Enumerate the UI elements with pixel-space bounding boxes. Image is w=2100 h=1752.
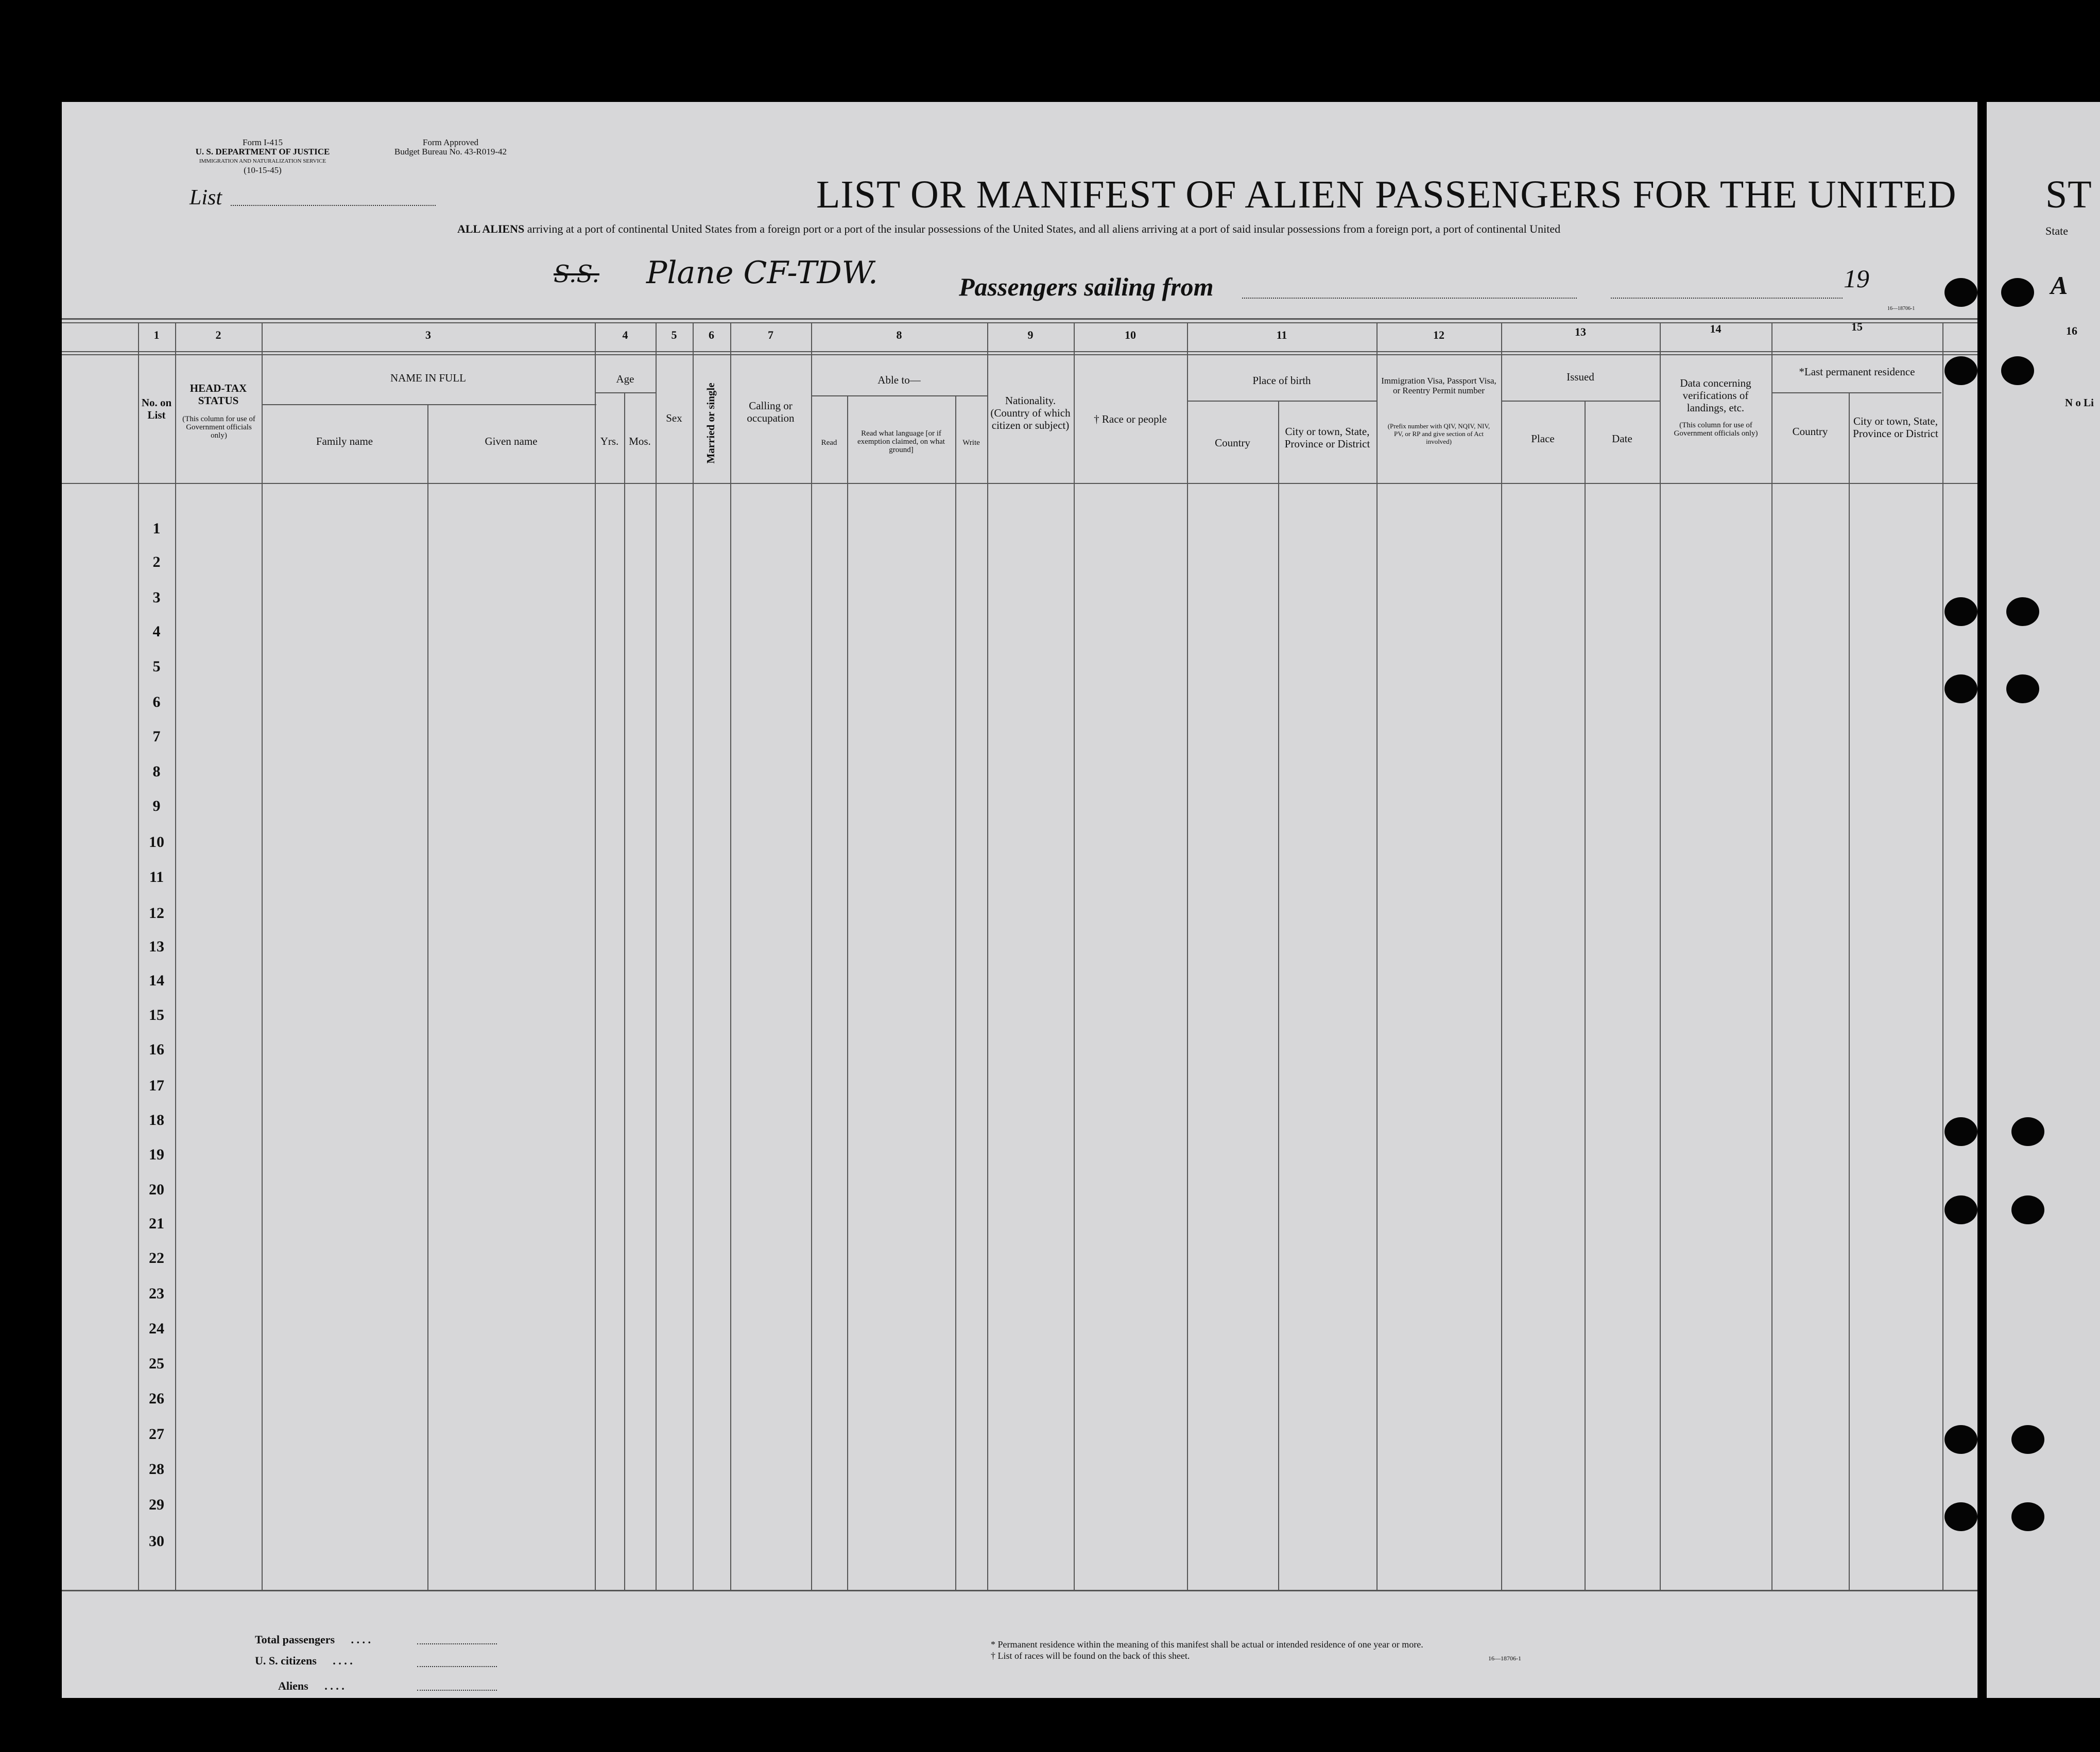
vline-13b bbox=[1585, 401, 1586, 1591]
vline-5 bbox=[656, 322, 657, 1591]
head-birth-city: City or town, State, Province or District bbox=[1284, 425, 1370, 450]
head-age-mos: Mos. bbox=[629, 435, 651, 447]
footnote-races: † List of races will be found on the back of this sheet. bbox=[991, 1651, 1190, 1661]
next-page-title-fragment: ST bbox=[2045, 173, 2092, 216]
head-verifications: Data concerning verifications of landings, etc. bbox=[1680, 377, 1751, 414]
vline-9 bbox=[987, 322, 988, 1591]
form-number: Form I-415 bbox=[243, 137, 283, 147]
head-calling: Calling or occupation bbox=[747, 400, 795, 424]
vline-11 bbox=[1187, 322, 1188, 1591]
list-label: List bbox=[190, 186, 222, 210]
colnum-13: 13 bbox=[1575, 325, 1586, 338]
row-number: 10 bbox=[149, 834, 164, 851]
head-head-tax: HEAD-TAX STATUS bbox=[190, 382, 247, 407]
vline-8b bbox=[847, 395, 848, 1591]
next-page-edge bbox=[1987, 102, 2100, 1698]
head-family-name: Family name bbox=[316, 435, 373, 447]
head-no-on-list: No. on List bbox=[141, 396, 172, 421]
head-visa: Immigration Visa, Passport Visa, or Reentry Permit number bbox=[1381, 376, 1496, 395]
row-number: 14 bbox=[149, 972, 164, 989]
row-number: 5 bbox=[152, 658, 161, 675]
row-number: 8 bbox=[152, 763, 161, 780]
head-head-tax-note: (This column for use of Government officials only) bbox=[182, 415, 255, 440]
row-number: 6 bbox=[152, 693, 161, 710]
footer-total-label: Total passengers bbox=[255, 1633, 335, 1646]
head-place-of-birth: Place of birth bbox=[1252, 374, 1311, 387]
colnum-4: 4 bbox=[622, 328, 628, 341]
budget-number: Budget Bureau No. 43-R019-42 bbox=[394, 147, 507, 157]
punch-hole bbox=[1944, 356, 1977, 385]
head-age: Age bbox=[616, 373, 634, 385]
vline-7 bbox=[730, 322, 731, 1591]
vline-1 bbox=[138, 322, 139, 1591]
row-number: 12 bbox=[149, 905, 164, 922]
row-number: 2 bbox=[152, 553, 161, 570]
sailing-date-blank[interactable] bbox=[1611, 298, 1843, 299]
form-header bbox=[175, 138, 350, 175]
row-number: 13 bbox=[149, 938, 164, 955]
sailing-label: Passengers sailing from bbox=[959, 272, 1214, 301]
row-number: 1 bbox=[152, 520, 161, 537]
vline-8c bbox=[955, 395, 956, 1591]
budget-block bbox=[376, 138, 525, 157]
us-citizens-blank[interactable] bbox=[417, 1666, 497, 1667]
head-given-name: Given name bbox=[485, 435, 538, 447]
vline-3b bbox=[427, 404, 428, 1591]
vline-6 bbox=[693, 322, 694, 1591]
vline-4b bbox=[624, 392, 625, 1591]
head-verifications-note: (This column for use of Government officials only) bbox=[1674, 421, 1758, 438]
issued-subline bbox=[1501, 401, 1660, 402]
row-number: 4 bbox=[152, 623, 161, 640]
punch-hole bbox=[2011, 1195, 2044, 1224]
head-residence-country: Country bbox=[1792, 425, 1828, 438]
punch-hole bbox=[2006, 674, 2039, 703]
punch-hole bbox=[2006, 597, 2039, 626]
row-number: 25 bbox=[149, 1355, 164, 1372]
footer-dots: . . . . bbox=[333, 1654, 353, 1667]
head-age-yrs: Yrs. bbox=[600, 435, 619, 447]
head-last-residence: *Last permanent residence bbox=[1799, 366, 1915, 378]
list-blank[interactable] bbox=[231, 205, 436, 206]
colnum-11: 11 bbox=[1276, 328, 1287, 341]
table-top-line bbox=[62, 318, 1977, 320]
colnum-14: 14 bbox=[1710, 322, 1722, 335]
next-page-vessel-fragment: A bbox=[2051, 271, 2068, 300]
row-number: 16 bbox=[149, 1041, 164, 1058]
head-residence-city: City or town, State, Province or District bbox=[1853, 415, 1938, 440]
colnum-line-2 bbox=[62, 354, 1977, 355]
row-number: 3 bbox=[152, 589, 161, 606]
service: IMMIGRATION AND NATURALIZATION SERVICE bbox=[199, 158, 326, 164]
head-issued-date: Date bbox=[1612, 432, 1632, 445]
colnum-line bbox=[62, 351, 1977, 352]
punch-hole bbox=[2001, 356, 2034, 385]
row-number: 23 bbox=[149, 1285, 164, 1302]
head-name-in-full: NAME IN FULL bbox=[390, 372, 466, 384]
colnum-1: 1 bbox=[153, 328, 160, 341]
head-read-language: Read what language [or if exemption claimed, on what ground] bbox=[857, 429, 945, 454]
head-issued-place: Place bbox=[1531, 432, 1555, 445]
row-number: 9 bbox=[152, 797, 161, 814]
punch-hole bbox=[1944, 278, 1977, 307]
total-passengers-blank[interactable] bbox=[417, 1643, 497, 1644]
footer-dots: . . . . bbox=[351, 1633, 371, 1646]
row-number: 15 bbox=[149, 1007, 164, 1024]
punch-hole bbox=[2011, 1117, 2044, 1146]
row-number: 18 bbox=[149, 1112, 164, 1129]
colnum-7: 7 bbox=[768, 328, 773, 341]
colnum-8: 8 bbox=[896, 328, 902, 341]
vline-4 bbox=[595, 322, 596, 1591]
footer-total bbox=[255, 1633, 371, 1646]
vline-14 bbox=[1660, 322, 1661, 1591]
punch-hole bbox=[1944, 1425, 1977, 1454]
vline-8 bbox=[811, 322, 812, 1591]
colnum-9: 9 bbox=[1027, 328, 1034, 341]
punch-hole bbox=[1944, 1195, 1977, 1224]
head-able-to: Able to— bbox=[877, 374, 921, 386]
form-date: (10-15-45) bbox=[244, 165, 282, 175]
row-number: 21 bbox=[149, 1215, 164, 1232]
table-bottom-line bbox=[62, 1590, 1977, 1591]
row-number: 28 bbox=[149, 1461, 164, 1478]
footnote-residence: * Permanent residence within the meaning of this manifest shall be actual or intended residence of one year or more. bbox=[991, 1639, 1423, 1650]
next-page-subtitle-fragment: State bbox=[2045, 224, 2068, 237]
next-page-column-fragment: 16 bbox=[2066, 324, 2077, 337]
able-subline bbox=[811, 395, 987, 396]
subtitle: arriving at a port of continental United States from a foreign port or a port of the insular possessions of the United States, and all aliens arriving at a port of said insular possessions from a foreign port, a port of continental United bbox=[527, 222, 1561, 235]
row-number: 17 bbox=[149, 1077, 164, 1094]
department: U. S. DEPARTMENT OF JUSTICE bbox=[195, 147, 330, 157]
punch-hole bbox=[1944, 674, 1977, 703]
head-nationality: Nationality. (Country of which citizen or subject) bbox=[990, 394, 1071, 431]
footer-us-label: U. S. citizens bbox=[255, 1654, 317, 1667]
vline-15b bbox=[1849, 392, 1850, 1591]
head-visa-note: (Prefix number with QIV, NQIV, NIV, PV, or RP and give section of Act involved) bbox=[1387, 422, 1490, 445]
print-code-bottom: 16—18706-1 bbox=[1488, 1655, 1521, 1662]
head-birth-country: Country bbox=[1215, 437, 1250, 449]
punch-hole bbox=[1944, 597, 1977, 626]
row-number: 24 bbox=[149, 1320, 164, 1337]
vline-11b bbox=[1278, 401, 1279, 1591]
row-number: 30 bbox=[149, 1533, 164, 1550]
punch-hole bbox=[1944, 1117, 1977, 1146]
colnum-6: 6 bbox=[709, 328, 714, 341]
vline-10 bbox=[1074, 322, 1075, 1591]
punch-hole bbox=[2011, 1502, 2044, 1531]
residence-subline bbox=[1771, 392, 1941, 393]
row-number: 22 bbox=[149, 1250, 164, 1267]
punch-hole bbox=[1944, 1502, 1977, 1531]
vline-15 bbox=[1771, 322, 1772, 1591]
vline-3 bbox=[262, 322, 263, 1591]
footer-us bbox=[255, 1654, 353, 1668]
head-married-single: Married or single bbox=[704, 383, 717, 464]
row-number: 19 bbox=[149, 1146, 164, 1163]
name-subline bbox=[262, 404, 596, 405]
page-title: LIST OR MANIFEST OF ALIEN PASSENGERS FOR THE UNITED bbox=[816, 173, 1957, 216]
head-sex: Sex bbox=[666, 412, 682, 424]
head-issued: Issued bbox=[1567, 371, 1594, 383]
head-read: Read bbox=[821, 439, 837, 447]
birth-subline bbox=[1187, 401, 1376, 402]
head-race: † Race or people bbox=[1094, 413, 1167, 425]
vline-12 bbox=[1376, 322, 1378, 1591]
aliens-blank[interactable] bbox=[417, 1690, 497, 1691]
colnum-5: 5 bbox=[671, 328, 677, 341]
year-prefix: 19 bbox=[1844, 264, 1869, 293]
form-approved: Form Approved bbox=[422, 137, 479, 147]
vline-13 bbox=[1501, 322, 1502, 1591]
header-bottom-line bbox=[62, 483, 1977, 484]
head-write: Write bbox=[962, 439, 980, 447]
subtitle-bold: ALL ALIENS bbox=[457, 222, 525, 235]
row-number: 7 bbox=[152, 728, 161, 745]
vline-2 bbox=[175, 322, 176, 1591]
vessel-name-handwritten: Plane CF-TDW. bbox=[646, 255, 878, 291]
row-number: 26 bbox=[149, 1390, 164, 1407]
age-subline bbox=[595, 392, 656, 393]
footer-aliens bbox=[278, 1679, 345, 1693]
row-number: 27 bbox=[149, 1426, 164, 1443]
footer-aliens-label: Aliens bbox=[278, 1679, 308, 1692]
row-number: 29 bbox=[149, 1496, 164, 1513]
row-number: 20 bbox=[149, 1181, 164, 1198]
punch-hole bbox=[2001, 278, 2034, 307]
row-number: 11 bbox=[149, 869, 164, 886]
footer-dots: . . . . bbox=[324, 1679, 345, 1692]
sailing-from-blank[interactable] bbox=[1242, 298, 1577, 299]
punch-hole bbox=[2011, 1425, 2044, 1454]
colnum-3: 3 bbox=[425, 328, 431, 341]
colnum-12: 12 bbox=[1433, 328, 1444, 341]
vline-16 bbox=[1942, 322, 1943, 1591]
colnum-2: 2 bbox=[215, 328, 221, 341]
print-code-top: 16—18706-1 bbox=[1887, 306, 1915, 311]
next-page-header-fragment: N o Li bbox=[2064, 396, 2094, 409]
vessel-type-struck: S.S. bbox=[554, 260, 599, 288]
colnum-15: 15 bbox=[1851, 320, 1863, 333]
colnum-10: 10 bbox=[1125, 328, 1136, 341]
